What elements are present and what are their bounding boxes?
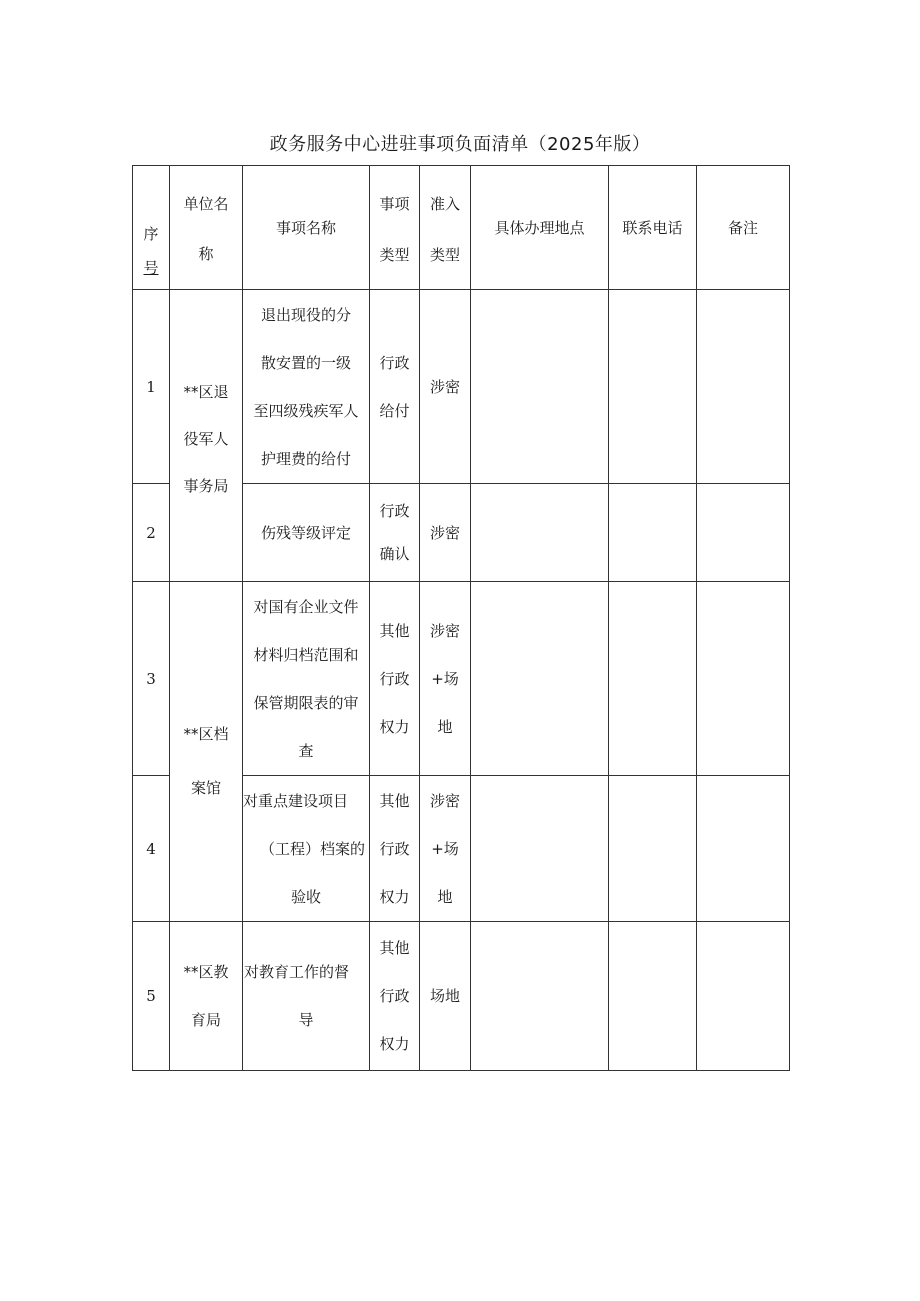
- row-seq: 1: [133, 290, 170, 484]
- header-remark: 备注: [697, 166, 790, 290]
- row-item-type: 其他 行政 权力: [370, 776, 420, 922]
- header-access-type: 准入 类型: [420, 166, 471, 290]
- row-remark: [697, 582, 790, 776]
- row-unit: **区教 育局: [170, 922, 243, 1071]
- row-item-name: 退出现役的分 散安置的一级 至四级残疾军人 护理费的给付: [243, 290, 370, 484]
- row-location: [471, 776, 609, 922]
- document-title: 政务服务中心进驻事项负面清单（2025年版）: [269, 134, 651, 155]
- header-phone: 联系电话: [609, 166, 697, 290]
- row-phone: [609, 922, 697, 1071]
- row-location: [471, 290, 609, 484]
- header-item-name: 事项名称: [243, 166, 370, 290]
- row-phone: [609, 776, 697, 922]
- header-location: 具体办理地点: [471, 166, 609, 290]
- row-item-name: 对教育工作的督 导: [243, 922, 370, 1071]
- header-row: [133, 166, 790, 290]
- row-remark: [697, 922, 790, 1071]
- row-seq: 5: [133, 922, 170, 1071]
- row-item-type: 行政 确认: [370, 484, 420, 582]
- row-item-type: 行政 给付: [370, 290, 420, 484]
- row-access-type: 涉密 +场 地: [420, 582, 471, 776]
- row-item-name: 对国有企业文件 材料归档范围和 保管期限表的审 查: [243, 582, 370, 776]
- row-access-type: 涉密 +场 地: [420, 776, 471, 922]
- row-unit: **区档 案馆: [170, 582, 243, 922]
- header-unit: 单位名 称: [170, 166, 243, 290]
- row-remark: [697, 290, 790, 484]
- row-phone: [609, 290, 697, 484]
- row-phone: [609, 484, 697, 582]
- row-item-type: 其他 行政 权力: [370, 582, 420, 776]
- row-item-name: 对重点建设项目 （工程）档案的 验收: [243, 776, 370, 922]
- row-access-type: 涉密: [420, 484, 471, 582]
- row-seq: 3: [133, 582, 170, 776]
- row-location: [471, 484, 609, 582]
- table-row: [133, 922, 790, 1071]
- row-remark: [697, 484, 790, 582]
- row-seq: 4: [133, 776, 170, 922]
- row-location: [471, 582, 609, 776]
- negative-list-table: [132, 165, 790, 1071]
- table-row: [133, 290, 790, 484]
- row-access-type: 场地: [420, 922, 471, 1071]
- row-remark: [697, 776, 790, 922]
- row-location: [471, 922, 609, 1071]
- row-access-type: 涉密: [420, 290, 471, 484]
- row-item-type: 其他 行政 权力: [370, 922, 420, 1071]
- header-item-type: 事项 类型: [370, 166, 420, 290]
- row-item-name: 伤残等级评定: [243, 484, 370, 582]
- row-phone: [609, 582, 697, 776]
- row-unit: **区退 役军人 事务局: [170, 290, 243, 582]
- header-seq: 序 号: [133, 166, 170, 290]
- row-seq: 2: [133, 484, 170, 582]
- table-row: [133, 582, 790, 776]
